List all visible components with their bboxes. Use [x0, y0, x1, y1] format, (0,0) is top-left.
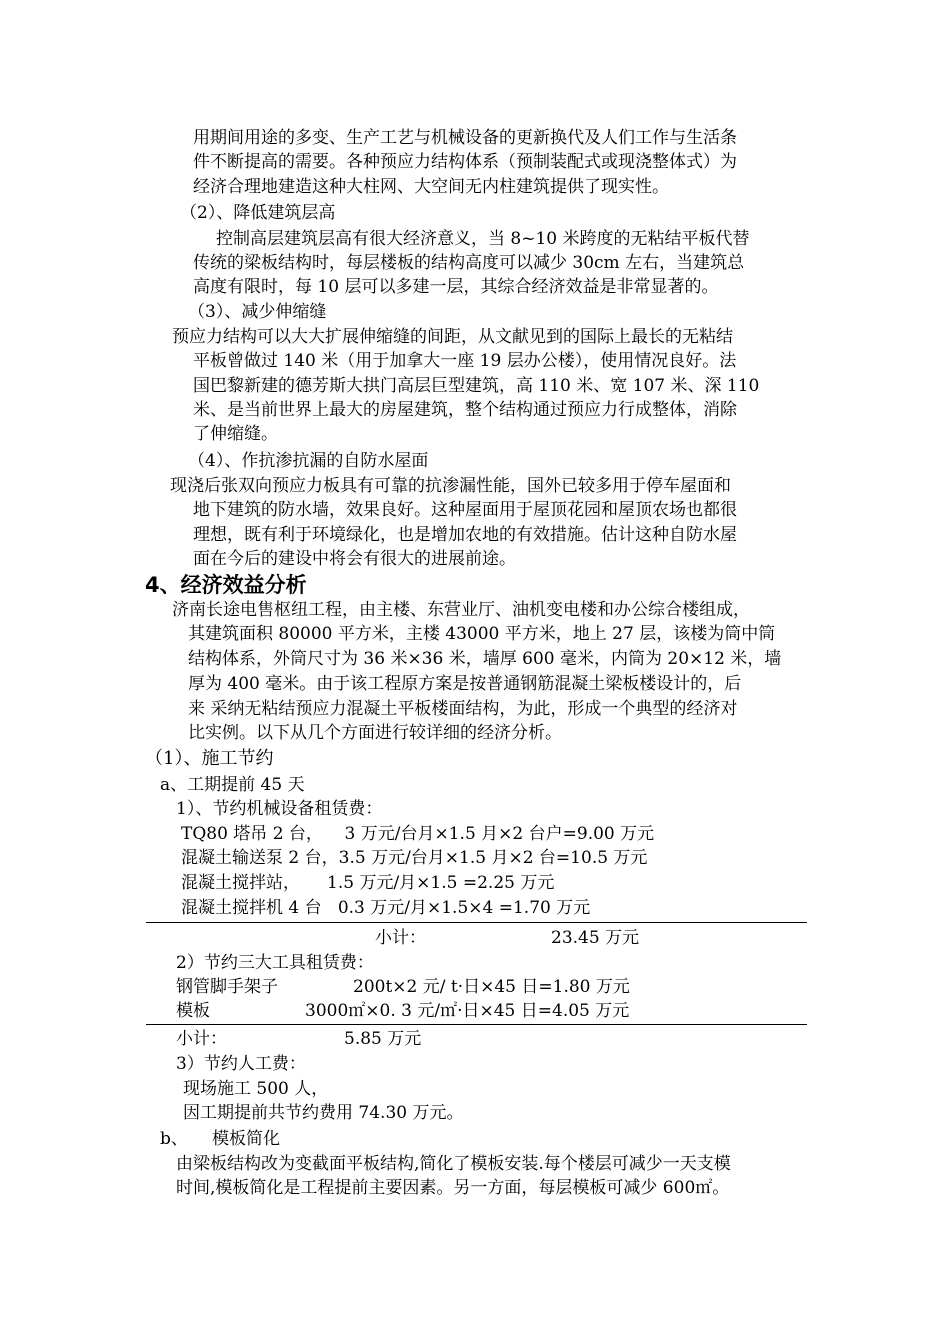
item-label: a、工期提前 45 天 — [160, 775, 305, 795]
tool-name: 模板 — [176, 1001, 210, 1021]
subsection-title: （1）、施工节约 — [145, 748, 274, 769]
paragraph-line: 理想，既有利于环境绿化，也是增加农地的有效措施。估计这种自防水屋 — [193, 525, 737, 545]
equipment-line: 混凝土输送泵 2 台，3.5 万元/台月×1.5 月×2 台=10.5 万元 — [181, 848, 648, 868]
paragraph-line: 来 采纳无粘结预应力混凝土平板楼面结构，为此，形成一个典型的经济对 — [188, 699, 738, 719]
item-label: 3）节约人工费： — [176, 1054, 306, 1074]
paragraph-line: 了伸缩缝。 — [193, 424, 278, 444]
labor-line: 现场施工 500 人， — [183, 1079, 329, 1099]
paragraph-line: 时间,模板简化是工程提前主要因素。另一方面，每层模板可减少 600㎡。 — [176, 1178, 730, 1198]
subtotal-value: 5.85 万元 — [344, 1029, 422, 1049]
divider-line — [146, 922, 807, 923]
paragraph-line: 其建筑面积 80000 平方米，主楼 43000 平方米，地上 27 层，该楼为筒中筒 — [188, 624, 776, 644]
paragraph-line: 米、是当前世界上最大的房屋建筑，整个结构通过预应力行成整体，消除 — [193, 400, 737, 420]
paragraph-line: 传统的梁板结构时，每层楼板的结构高度可以减少 30cm 左右，当建筑总 — [193, 253, 745, 273]
subtotal-label: 小计： — [176, 1029, 227, 1049]
item-label: 2）节约三大工具租赁费： — [176, 953, 374, 973]
paragraph-line: 高度有限时，每 10 层可以多建一层，其综合经济效益是非常显著的。 — [193, 277, 719, 297]
subtotal-label: 小计： — [375, 928, 426, 948]
section-heading: 4、经济效益分析 — [145, 573, 307, 597]
paragraph-line: 比实例。以下从几个方面进行较详细的经济分析。 — [188, 723, 562, 743]
paragraph-line: 济南长途电售枢纽工程，由主楼、东营业厅、油机变电楼和办公综合楼组成， — [172, 600, 750, 620]
paragraph-line: 结构体系，外筒尺寸为 36 米×36 米，墙厚 600 毫米，内筒为 20×12 米，墙 — [188, 649, 782, 669]
labor-line: 因工期提前共节约费用 74.30 万元。 — [183, 1103, 464, 1123]
item-label: b、 — [160, 1129, 188, 1149]
subsection-title: （3）、减少伸缩缝 — [188, 302, 327, 322]
equipment-line: 混凝土搅拌机 4 台 0.3 万元/月×1.5×4 =1.70 万元 — [181, 898, 591, 918]
tool-name: 钢管脚手架子 — [176, 977, 278, 997]
paragraph-line: 预应力结构可以大大扩展伸缩缝的间距，从文献见到的国际上最长的无粘结 — [172, 327, 733, 347]
paragraph-line: 地下建筑的防水墙，效果良好。这种屋面用于屋顶花园和屋顶农场也都很 — [193, 500, 737, 520]
paragraph-line: 控制高层建筑层高有很大经济意义，当 8~10 米跨度的无粘结平板代替 — [216, 229, 750, 249]
paragraph-line: 面在今后的建设中将会有很大的进展前途。 — [193, 549, 516, 569]
paragraph-line: 件不断提高的需要。各种预应力结构体系（预制装配式或现浇整体式）为 — [193, 152, 737, 172]
paragraph-line: 现浇后张双向预应力板具有可靠的抗渗漏性能，国外已较多用于停车屋面和 — [170, 476, 731, 496]
subtotal-value: 23.45 万元 — [551, 928, 640, 948]
paragraph-line: 用期间用途的多变、生产工艺与机械设备的更新换代及人们工作与生活条 — [193, 128, 737, 148]
paragraph-line: 厚为 400 毫米。由于该工程原方案是按普通钢筋混凝土梁板楼设计的，后 — [188, 674, 742, 694]
divider-line — [146, 1024, 807, 1025]
item-title: 模板简化 — [212, 1129, 280, 1149]
item-label: 1）、节约机械设备租赁费： — [176, 799, 383, 819]
paragraph-line: 由梁板结构改为变截面平板结构,简化了模板安装.每个楼层可减少一天支模 — [176, 1154, 731, 1174]
tool-calc: 200t×2 元/ t·日×45 日=1.80 万元 — [353, 977, 630, 997]
subsection-title: （2）、降低建筑层高 — [180, 203, 336, 223]
paragraph-line: 经济合理地建造这种大柱网、大空间无内柱建筑提供了现实性。 — [193, 177, 669, 197]
tool-calc: 3000㎡×0. 3 元/㎡·日×45 日=4.05 万元 — [305, 1001, 630, 1021]
paragraph-line: 平板曾做过 140 米（用于加拿大一座 19 层办公楼），使用情况良好。法 — [193, 351, 737, 371]
subsection-title: （4）、作抗渗抗漏的自防水屋面 — [188, 451, 429, 471]
paragraph-line: 国巴黎新建的德芳斯大拱门高层巨型建筑，高 110 米、宽 107 米、深 110 — [193, 376, 760, 396]
equipment-line: TQ80 塔吊 2 台， 3 万元/台月×1.5 月×2 台户=9.00 万元 — [181, 824, 655, 844]
equipment-line: 混凝土搅拌站， 1.5 万元/月×1.5 =2.25 万元 — [181, 873, 555, 893]
